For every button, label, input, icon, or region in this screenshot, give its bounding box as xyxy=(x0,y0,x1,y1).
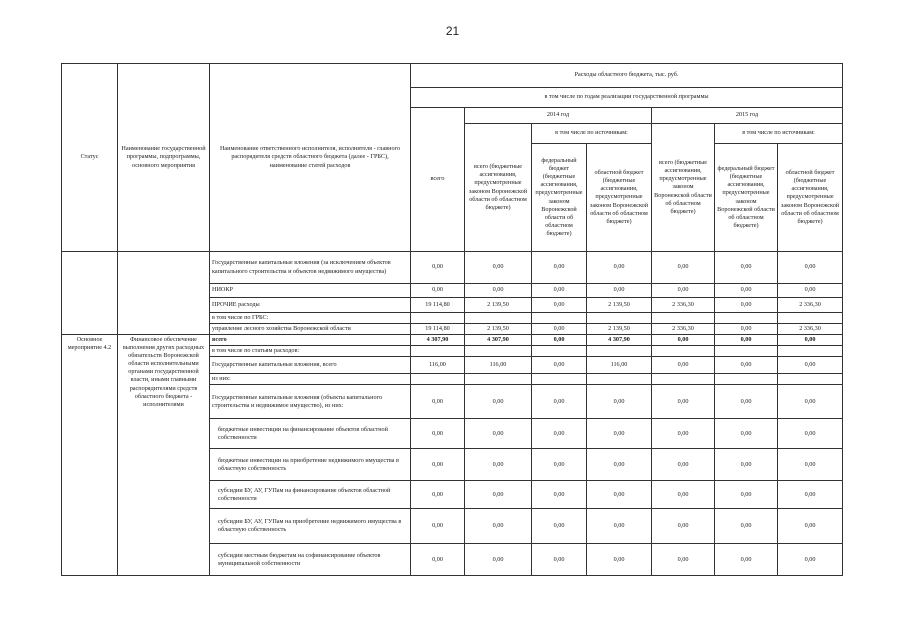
value-cell: 0,00 xyxy=(532,335,587,346)
value-cell: 0,00 xyxy=(778,544,843,576)
value-cell: 0,00 xyxy=(532,357,587,374)
value-cell: 0,00 xyxy=(778,284,843,298)
value-cell: 0,00 xyxy=(532,385,587,419)
value-cell xyxy=(652,346,715,357)
value-cell: 0,00 xyxy=(715,449,778,481)
value-cell: 2 139,50 xyxy=(587,298,652,313)
value-cell: 116,00 xyxy=(465,357,532,374)
value-cell: 4 307,90 xyxy=(411,335,465,346)
value-cell xyxy=(411,374,465,385)
value-cell xyxy=(532,374,587,385)
value-cell: 0,00 xyxy=(587,385,652,419)
value-cell: 0,00 xyxy=(411,419,465,449)
value-cell: 0,00 xyxy=(778,385,843,419)
value-cell: 0,00 xyxy=(587,419,652,449)
value-cell: 0,00 xyxy=(715,335,778,346)
value-cell: 4 307,90 xyxy=(465,335,532,346)
table-row xyxy=(62,252,843,284)
value-cell: 0,00 xyxy=(587,252,652,284)
value-cell: 0,00 xyxy=(411,509,465,544)
value-cell: 0,00 xyxy=(465,481,532,509)
value-cell: 0,00 xyxy=(411,544,465,576)
value-cell: 0,00 xyxy=(715,324,778,335)
value-cell: 4 307,90 xyxy=(587,335,652,346)
value-cell: 0,00 xyxy=(715,481,778,509)
status-cell-empty xyxy=(62,252,118,335)
value-cell: 2 139,50 xyxy=(587,324,652,335)
value-cell: 0,00 xyxy=(465,252,532,284)
value-cell: 0,00 xyxy=(587,449,652,481)
value-cell: 2 336,30 xyxy=(652,324,715,335)
header-executor-name: Наименование ответственного исполнителя, исполнителя - главного распорядителя средств областного бюджета (далее - ГРБС), наименование статей расходов xyxy=(210,64,411,252)
value-cell xyxy=(587,374,652,385)
value-cell: 0,00 xyxy=(778,252,843,284)
value-cell xyxy=(587,346,652,357)
value-cell: 0,00 xyxy=(587,509,652,544)
row-label: Государственные капитальные вложения (за исключением объектов капитального строительства и объектов недвижимого имущества) xyxy=(210,252,411,284)
value-cell: 2 139,50 xyxy=(465,298,532,313)
row-label: Государственные капитальные вложения, всего xyxy=(210,357,411,374)
row-label: всего xyxy=(210,335,411,346)
value-cell: 116,00 xyxy=(411,357,465,374)
row-label: управление лесного хозяйства Воронежской области xyxy=(210,324,411,335)
value-cell xyxy=(715,374,778,385)
page-number: 21 xyxy=(445,24,460,38)
budget-table xyxy=(61,63,843,576)
header-federal-2014: федеральный бюджет (бюджетные ассигнования, предусмотренные законом Воронежской области об областном бюджете) xyxy=(532,144,587,252)
row-label: субсидии БУ, АУ, ГУПам на финансирование объектов областной собственности xyxy=(210,481,411,509)
value-cell: 0,00 xyxy=(778,357,843,374)
value-cell: 0,00 xyxy=(715,357,778,374)
value-cell: 0,00 xyxy=(465,509,532,544)
header-federal-2015: федеральный бюджет (бюджетные ассигнования, предусмотренные законом Воронежской области об областном бюджете) xyxy=(715,144,778,252)
value-cell: 0,00 xyxy=(532,298,587,313)
row-label: в том числе по статьям расходов: xyxy=(210,346,411,357)
row-label: ПРОЧИЕ расходы xyxy=(210,298,411,313)
value-cell: 0,00 xyxy=(778,481,843,509)
value-cell xyxy=(778,346,843,357)
value-cell: 0,00 xyxy=(652,449,715,481)
value-cell: 0,00 xyxy=(652,252,715,284)
value-cell: 116,00 xyxy=(587,357,652,374)
value-cell: 0,00 xyxy=(652,419,715,449)
value-cell: 0,00 xyxy=(587,481,652,509)
value-cell xyxy=(778,374,843,385)
value-cell: 19 114,80 xyxy=(411,324,465,335)
value-cell: 0,00 xyxy=(532,481,587,509)
value-cell: 0,00 xyxy=(411,481,465,509)
value-cell xyxy=(465,374,532,385)
header-total-2015: всего (бюджетные ассигнования, предусмотренные законом Воронежской области об областном бюджете) xyxy=(652,124,715,252)
value-cell xyxy=(532,346,587,357)
value-cell: 0,00 xyxy=(411,252,465,284)
value-cell: 0,00 xyxy=(715,252,778,284)
value-cell: 0,00 xyxy=(532,509,587,544)
value-cell: 0,00 xyxy=(465,385,532,419)
row-label: из них: xyxy=(210,374,411,385)
value-cell: 0,00 xyxy=(778,509,843,544)
value-cell: 0,00 xyxy=(411,385,465,419)
value-cell: 0,00 xyxy=(465,419,532,449)
value-cell: 2 336,30 xyxy=(778,298,843,313)
header-sources-2014: в том числе по источникам: xyxy=(532,124,652,144)
row-label: бюджетные инвестиции на финансирование объектов областной собственности xyxy=(210,419,411,449)
group-program: Финансовое обеспечение выполнения других расходных обязательств Воронежской области исполнительными органами государственной власти, иными главными распорядителями средств областного бюджета - исполнителями xyxy=(118,335,210,576)
value-cell xyxy=(587,313,652,324)
header-total-2014: всего (бюджетные ассигнования, предусмотренные законом Воронежской области об областном бюджете) xyxy=(465,124,532,252)
value-cell: 2 336,30 xyxy=(652,298,715,313)
value-cell: 0,00 xyxy=(715,419,778,449)
header-regional-2014: областной бюджет (бюджетные ассигнования, предусмотренные законом Воронежской области об областном бюджете) xyxy=(587,144,652,252)
value-cell: 0,00 xyxy=(652,357,715,374)
value-cell: 0,00 xyxy=(532,544,587,576)
program-cell-empty xyxy=(118,252,210,335)
value-cell: 0,00 xyxy=(411,449,465,481)
value-cell: 0,00 xyxy=(652,481,715,509)
header-sources-2015: в том числе по источникам: xyxy=(715,124,843,144)
row-label: субсидии местным бюджетам на софинансирование объектов муниципальной собственности xyxy=(210,544,411,576)
value-cell: 0,00 xyxy=(532,252,587,284)
row-label: в том числе по ГРБС: xyxy=(210,313,411,324)
row-label: НИОКР xyxy=(210,284,411,298)
value-cell: 2 336,30 xyxy=(778,324,843,335)
value-cell: 0,00 xyxy=(532,419,587,449)
header-year-2015: 2015 год xyxy=(652,108,843,124)
value-cell: 0,00 xyxy=(715,544,778,576)
row-label: бюджетные инвестиции на приобретение недвижимого имущества в областную собственность xyxy=(210,449,411,481)
value-cell xyxy=(411,346,465,357)
value-cell: 19 114,80 xyxy=(411,298,465,313)
value-cell: 0,00 xyxy=(587,284,652,298)
value-cell: 0,00 xyxy=(652,385,715,419)
table-row xyxy=(62,335,843,346)
header-status: Статус xyxy=(62,64,118,252)
header-expenses-title: Расходы областного бюджета, тыс. руб. xyxy=(411,64,843,88)
value-cell xyxy=(465,346,532,357)
value-cell: 0,00 xyxy=(465,449,532,481)
value-cell: 0,00 xyxy=(465,544,532,576)
value-cell: 2 139,50 xyxy=(465,324,532,335)
value-cell xyxy=(532,313,587,324)
value-cell xyxy=(652,313,715,324)
value-cell: 0,00 xyxy=(715,298,778,313)
value-cell: 0,00 xyxy=(532,324,587,335)
value-cell xyxy=(715,346,778,357)
value-cell: 0,00 xyxy=(715,385,778,419)
header-regional-2015: областной бюджет (бюджетные ассигнования, предусмотренные законом Воронежской области об областном бюджете) xyxy=(778,144,843,252)
value-cell: 0,00 xyxy=(532,284,587,298)
row-label: субсидии БУ, АУ, ГУПам на приобретение недвижимого имущества в областную собственность xyxy=(210,509,411,544)
value-cell: 0,00 xyxy=(715,509,778,544)
value-cell: 0,00 xyxy=(652,335,715,346)
value-cell: 0,00 xyxy=(411,284,465,298)
header-by-years: в том числе по годам реализации государственной программы xyxy=(411,88,843,108)
value-cell xyxy=(778,313,843,324)
value-cell xyxy=(715,313,778,324)
value-cell: 0,00 xyxy=(652,509,715,544)
value-cell: 0,00 xyxy=(532,449,587,481)
value-cell: 0,00 xyxy=(587,544,652,576)
value-cell: 0,00 xyxy=(715,284,778,298)
value-cell xyxy=(465,313,532,324)
header-program-name: Наименование государственной программы, подпрограммы, основного мероприятия xyxy=(118,64,210,252)
row-label: Государственные капитальные вложения (объекты капитального строительства и недвижимое имущество), из них: xyxy=(210,385,411,419)
header-year-2014: 2014 год xyxy=(465,108,652,124)
group-status: Основное мероприятие 4.2 xyxy=(62,335,118,576)
value-cell: 0,00 xyxy=(778,419,843,449)
value-cell: 0,00 xyxy=(778,335,843,346)
value-cell: 0,00 xyxy=(465,284,532,298)
value-cell: 0,00 xyxy=(652,284,715,298)
value-cell: 0,00 xyxy=(778,449,843,481)
value-cell xyxy=(652,374,715,385)
value-cell xyxy=(411,313,465,324)
header-total: всего xyxy=(411,108,465,252)
value-cell: 0,00 xyxy=(652,544,715,576)
